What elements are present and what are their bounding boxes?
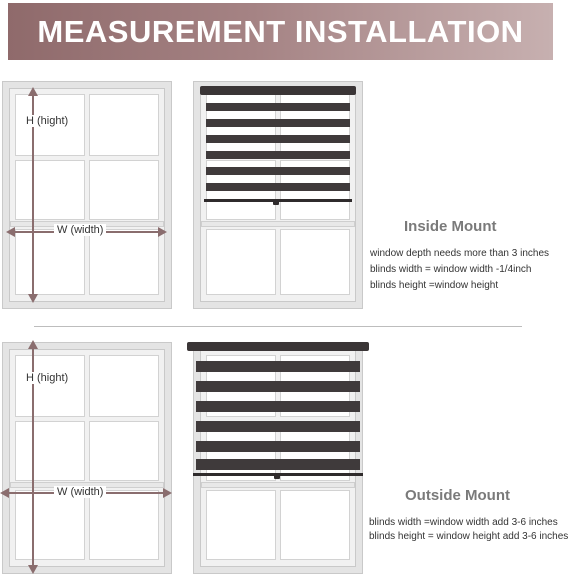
inside-mount-line-1: window depth needs more than 3 inches — [370, 248, 550, 259]
section-divider — [34, 326, 522, 327]
outside-mount-title: Outside Mount — [405, 487, 510, 504]
arrow-up-icon — [28, 340, 38, 349]
height-label: H (hight) — [23, 115, 71, 127]
width-label: W (width) — [54, 486, 106, 498]
width-label: W (width) — [54, 224, 106, 236]
arrow-down-icon — [28, 565, 38, 574]
arrow-left-icon — [0, 488, 9, 498]
inside-mount-line-3: blinds height =window height — [370, 280, 499, 291]
arrow-up-icon — [28, 87, 38, 96]
arrow-right-icon — [163, 488, 172, 498]
arrow-down-icon — [28, 294, 38, 303]
title-banner — [8, 3, 553, 60]
inside-mount-title: Inside Mount — [404, 218, 497, 235]
height-label: H (hight) — [23, 372, 71, 384]
arrow-right-icon — [158, 227, 167, 237]
outside-mount-line-1: blinds width =window width add 3-6 inches — [369, 517, 558, 528]
banner-title: MEASUREMENT INSTALLATION — [37, 13, 524, 49]
arrow-left-icon — [6, 227, 15, 237]
inside-mount-line-2: blinds width = window width -1/4inch — [370, 264, 532, 275]
outside-mount-line-2: blinds height = window height add 3-6 inches — [369, 531, 569, 542]
